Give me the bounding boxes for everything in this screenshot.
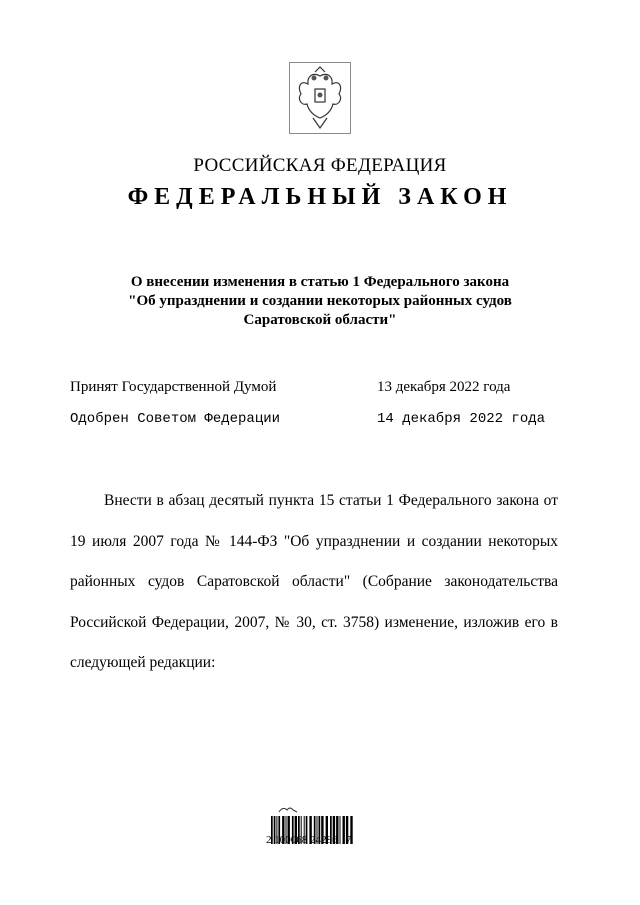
barcode-number: 2 100068 24286 7 xyxy=(266,834,352,846)
adopted-duma-date: 13 декабря 2022 года xyxy=(377,379,511,395)
title-line: Саратовской области" xyxy=(243,312,397,328)
approved-council-date: 14 декабря 2022 года xyxy=(377,411,546,427)
approved-council-label: Одобрен Советом Федерации xyxy=(70,411,281,427)
adopted-duma-label: Принят Государственной Думой xyxy=(70,379,277,395)
title-line: "Об упразднении и создании некоторых районных судов xyxy=(128,293,512,309)
country-heading: РОССИЙСКАЯ ФЕДЕРАЦИЯ xyxy=(193,155,447,176)
law-body-text: Внести в абзац десятый пункта 15 статьи 1 Федерального закона от 19 июля 2007 года № 144-ФЗ "Об упразднении и создании некоторых районных судов Саратовской области" (Собрание законодательства Российской Федерации, 2007, № 30, ст. 3758) изменение, изложив его в следующей редакции: xyxy=(70,492,558,671)
law-title xyxy=(100,273,540,330)
coat-of-arms-emblem xyxy=(289,62,351,134)
law-type-heading: ФЕДЕРАЛЬНЫЙ ЗАКОН xyxy=(127,184,513,210)
barcode xyxy=(269,804,359,854)
title-line: О внесении изменения в статью 1 Федерального закона xyxy=(130,274,510,290)
barcode-mark xyxy=(279,808,297,812)
